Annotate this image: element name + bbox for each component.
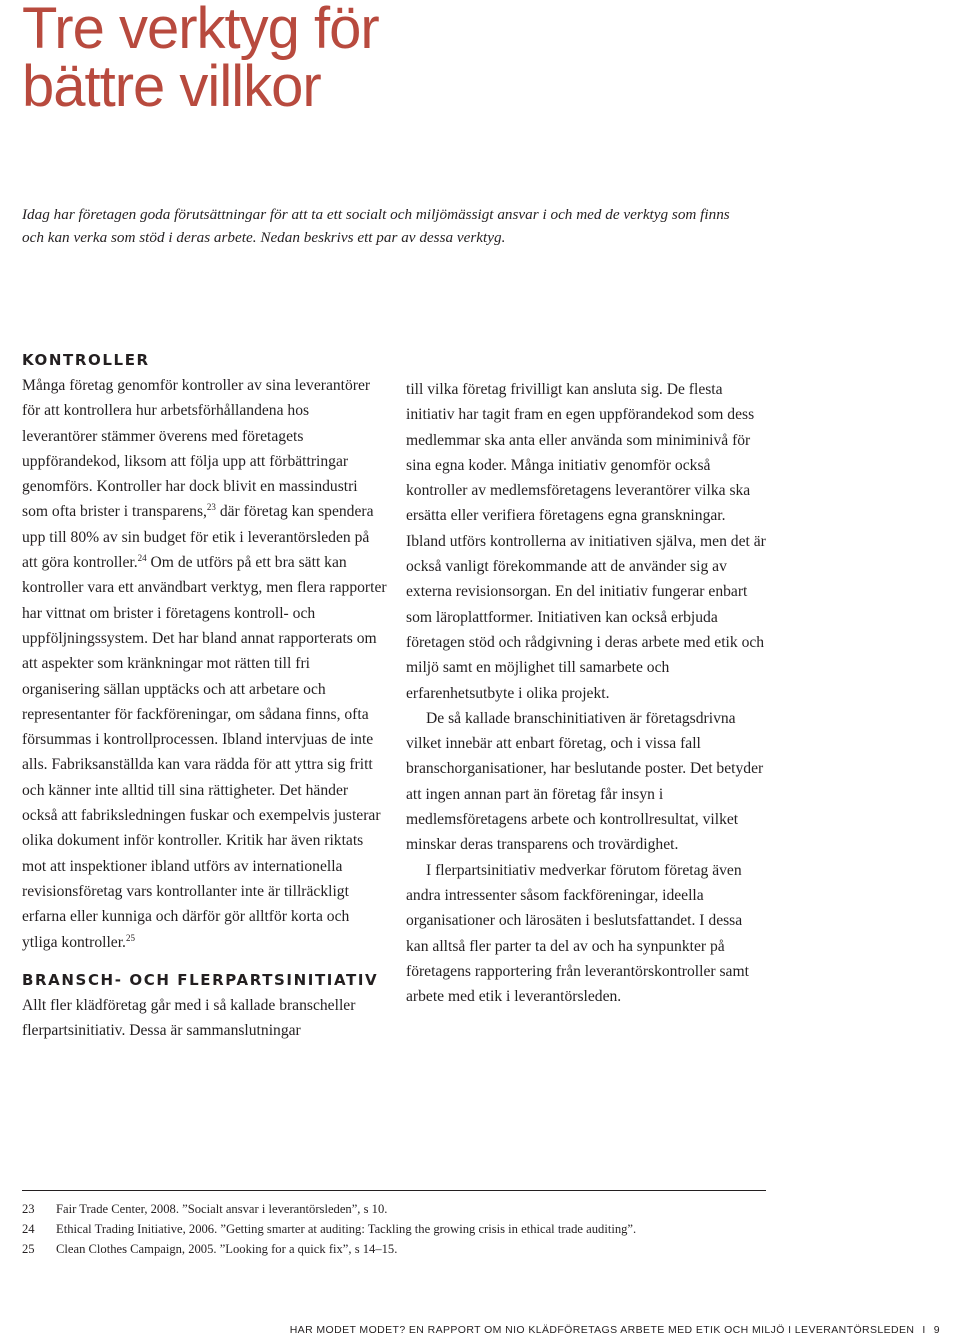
page-title — [22, 0, 379, 119]
footnote-text: Ethical Trading Initiative, 2006. ”Getting smarter at auditing: Tackling the growing crisis in ethical trade auditing”. — [56, 1222, 637, 1236]
running-footer-text: HAR MODET MODET? EN RAPPORT OM NIO KLÄDFÖRETAGS ARBETE MED ETIK OCH MILJÖ I LEVERANTÖRSLEDEN — [289, 1324, 915, 1336]
left-column — [22, 347, 387, 1043]
body-text: där företag kan spendera upp till 80% av sin budget för etik i leverantörsleden på att göra kontroller. — [22, 503, 374, 572]
footnote-text: Fair Trade Center, 2008. ”Socialt ansvar i leverantörsleden”, s 10. — [56, 1202, 388, 1216]
footnote — [22, 1239, 822, 1259]
page-title-line-1: Tre verktyg för — [22, 0, 379, 61]
body-text: Om de utförs på ett bra sätt kan kontroller vara ett användbart verktyg, men flera rapporter har vittnat om brister i företagens kontroll- och uppföljningssystem. Det har bland annat rapporterats om att aspekter som kränkningar mot rätten till fri organisering sällan upptäcks och att arbetare och representanter för fackföreningar, om sådana finns, ofta försummas i kontrollprocessen. Ibland intervjuas de inte alls. Fabriksanställda kan vara rädda för att yttra sig fritt och känner inte alltid till sina rättigheter. Det händer också att fabriksledningen fuskar och exempelvis justerar olika dokument inför kontroller. Kritik har även riktats mot att inspektioner ibland utförs av internationella revisionsföretag vars kontrollanter inte är tillräckligt erfarna eller kunniga och därför gör alltför korta och ytliga kontroller. — [22, 554, 387, 951]
page-number: 9 — [933, 1324, 940, 1336]
intro-text: Idag har företagen goda förutsättningar för att ta ett socialt och miljömässigt ansvar i och med de verktyg som finns och kan verka som stöd i deras arbete. Nedan beskrivs ett par av dessa verktyg. — [22, 206, 730, 246]
footnote-number: 25 — [22, 1242, 35, 1256]
section-heading-kontroller: KONTROLLER — [22, 351, 150, 369]
page-footer — [290, 1324, 940, 1336]
footnote — [22, 1219, 822, 1239]
footnote-ref-23[interactable]: 23 — [206, 502, 216, 513]
page-title-line-2: bättre villkor — [22, 54, 321, 119]
footnote-ref-25[interactable]: 25 — [125, 932, 135, 943]
footnote — [22, 1199, 822, 1219]
paragraph: I flerpartsinitiativ medverkar förutom företag även andra intressenter såsom fackföreningar, ideella organisationer och lärosäten i beslutsfattandet. I dessa kan alltså fler parter ta del av och ha synpunkter på företagens rapportering från leverantörskontroller samt arbete med etik i leverantörsleden. — [406, 861, 749, 1006]
paragraph: De så kallade branschinitiativen är företagsdrivna vilket innebär att enbart företag, och i vissa fall branschorganisationer, har beslutande poster. Det betyder att ingen annan part än företag får insyn i medlemsföretagens arbete och kontrollresultat, vilket minskar deras transparens och trovärdighet. — [406, 709, 764, 854]
footnote-number: 24 — [22, 1222, 35, 1236]
section-heading-bransch: BRANSCH- OCH FLERPARTSINITIATIV — [22, 970, 379, 989]
footnote-divider — [22, 1190, 766, 1191]
right-column — [406, 377, 766, 1009]
footnote-number: 23 — [22, 1202, 35, 1216]
footnotes — [22, 1199, 822, 1259]
footnote-ref-24[interactable]: 24 — [137, 553, 147, 564]
paragraph: till vilka företag frivilligt kan ansluta sig. De flesta initiativ har tagit fram en egen uppförandekod som dess medlemmar ska anta eller använda som miniminivå för sina egna koder. Många initiativ genomför också kontroller av medlemsföretagens leverantörer vilka ska ersätta eller verifiera företagens egna granskningar. Ibland utförs kontrollerna av initiativen själva, men det är också vanligt förekommande att de använder sig av externa revisionsorgan. En del initiativ fungerar enbart som läroplattformer. Initiativen kan också erbjuda företagen stöd och rådgivning i deras arbete med etik och miljö samt en möjlighet till samarbete och erfarenhetsutbyte i olika projekt. — [406, 381, 766, 702]
footnote-text: Clean Clothes Campaign, 2005. ”Looking for a quick fix”, s 14–15. — [56, 1242, 398, 1256]
section-body-kontroller — [22, 373, 387, 955]
section-body-bransch: Allt fler klädföretag går med i så kallade branscheller flerpartsinitiativ. Dessa är sammanslutningar — [22, 996, 356, 1040]
body-text: Många företag genomför kontroller av sina leverantörer för att kontrollera hur arbetsförhållandena hos leverantörer stämmer överens med företagets uppförandekod, liksom att följa upp att förbättringar genomförs. Kontroller har dock blivit en massindustri som ofta brister i transparens, — [22, 377, 371, 521]
footer-separator: I — [922, 1324, 926, 1336]
